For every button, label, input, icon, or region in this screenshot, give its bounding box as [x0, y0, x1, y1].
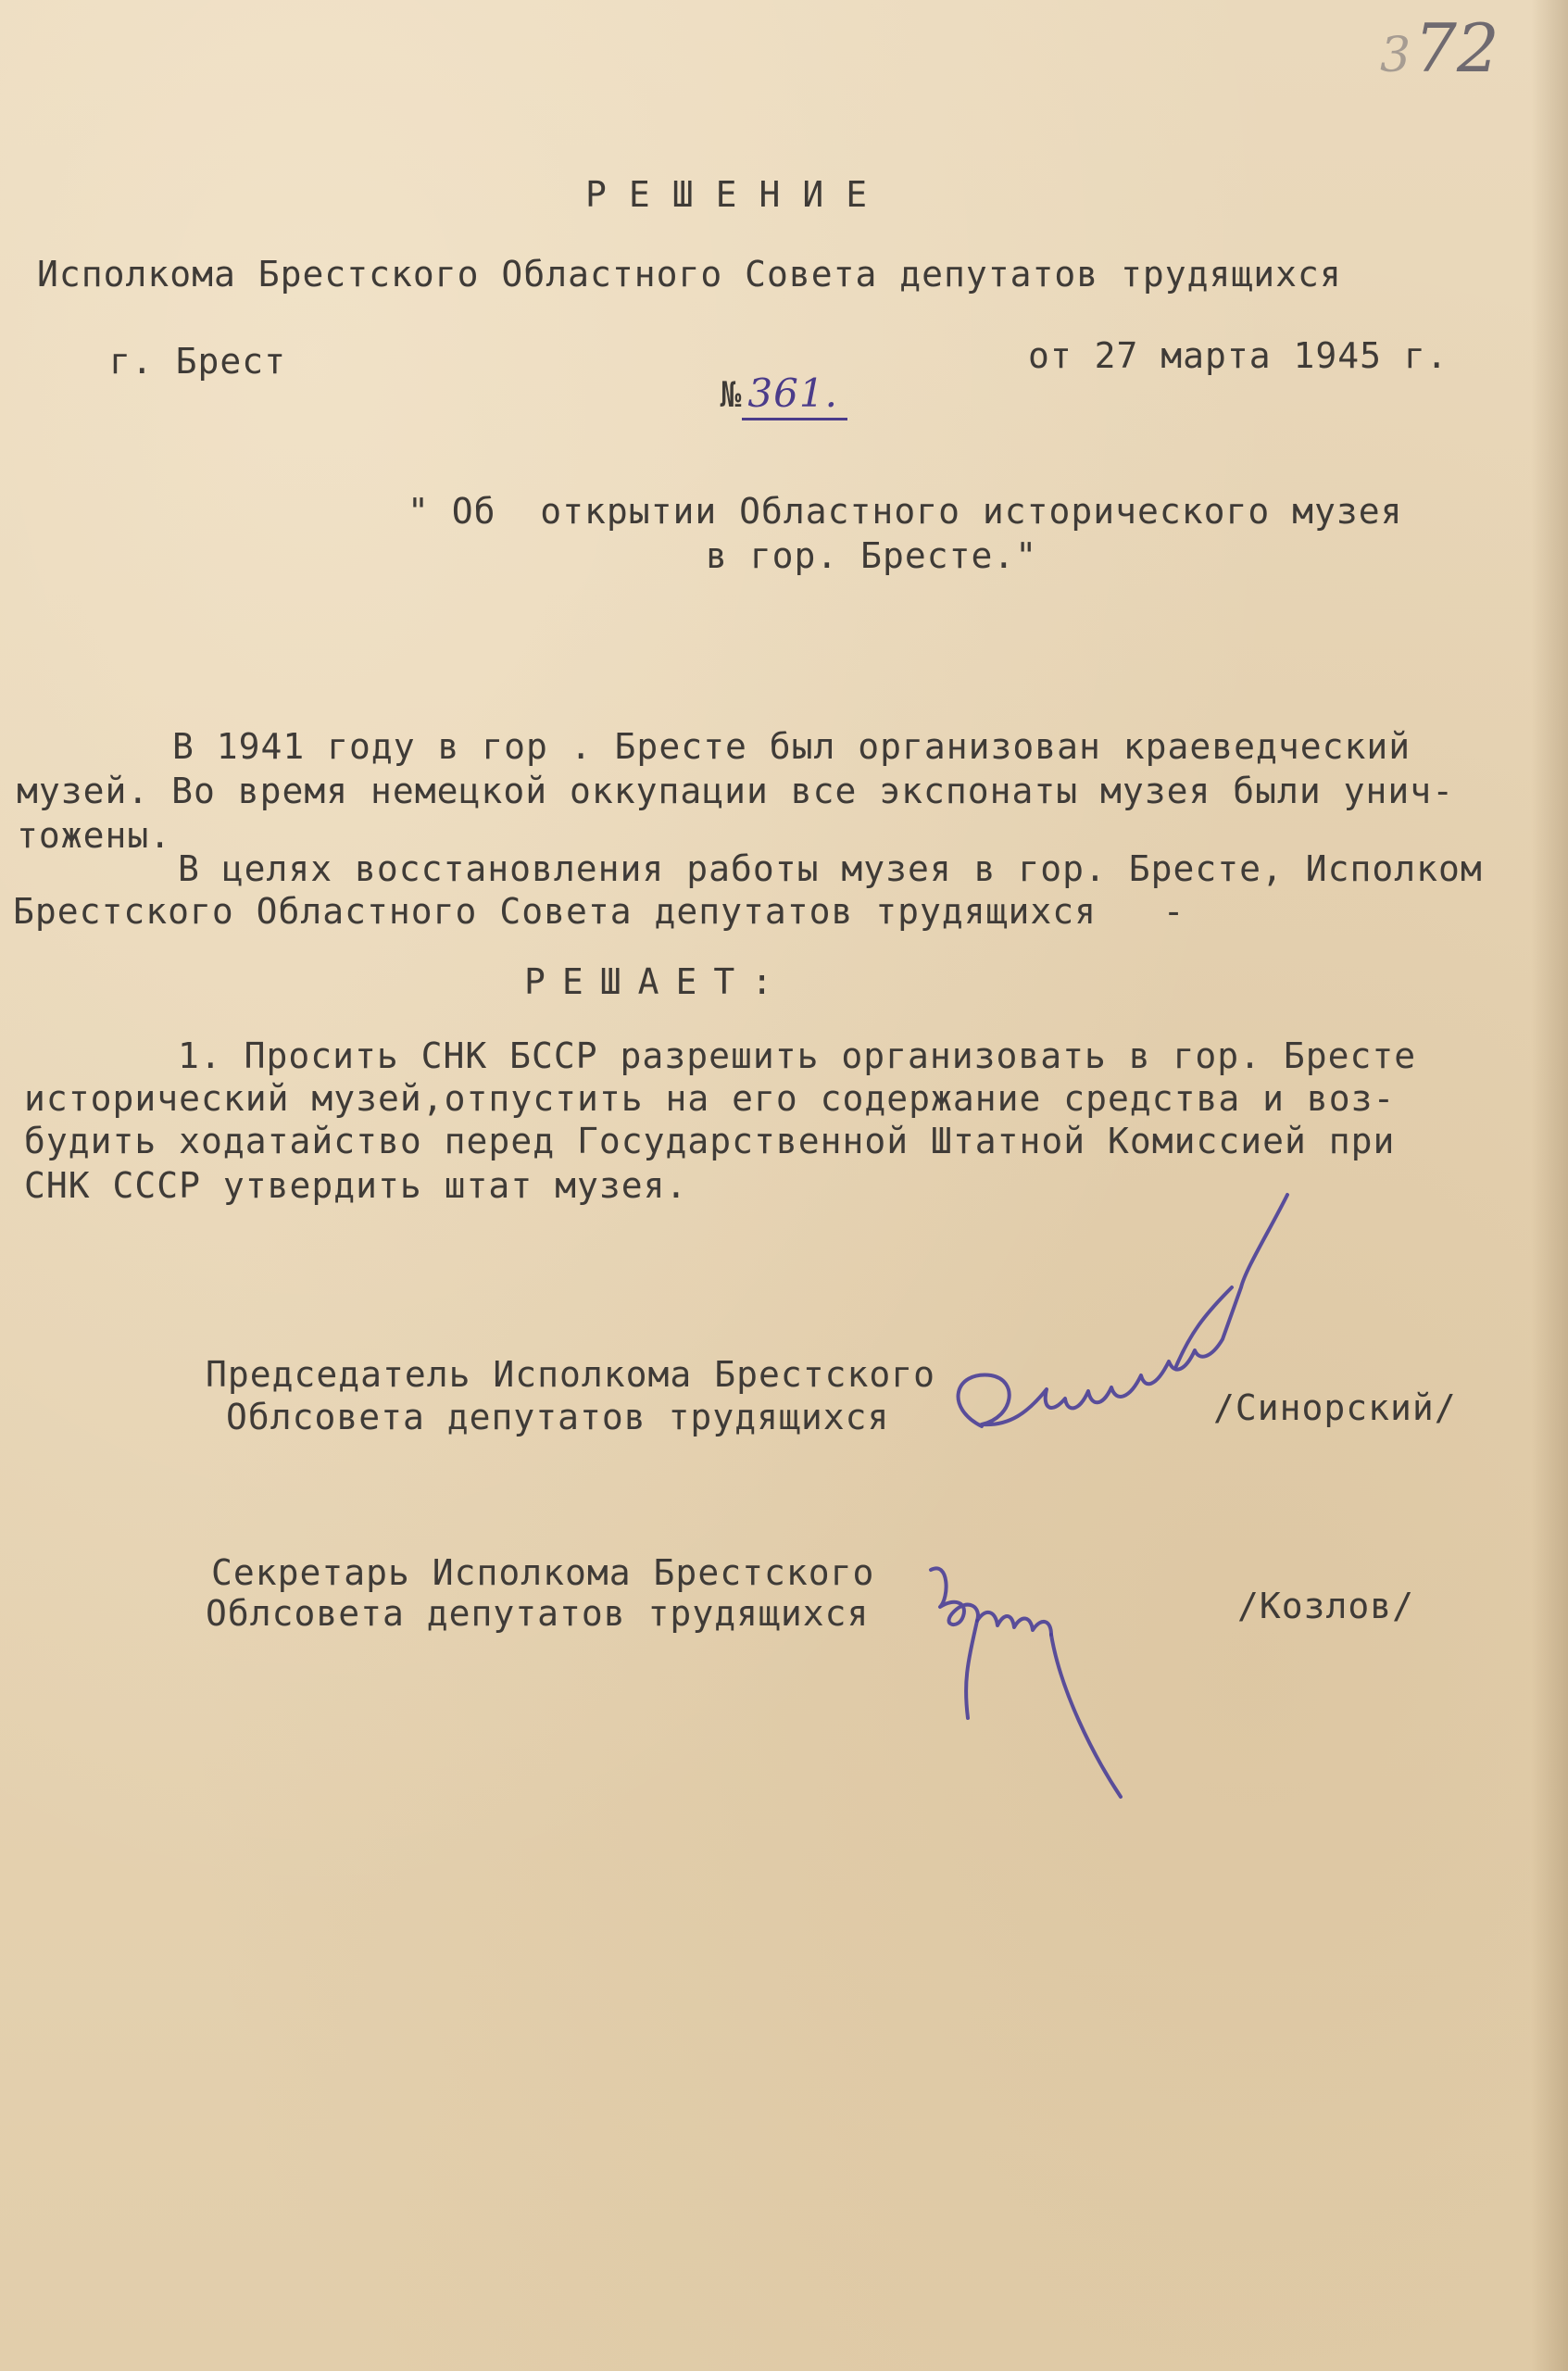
handwritten-number: 361. — [742, 370, 847, 420]
issuer-line: Исполкома Брестского Областного Совета депутатов трудящихся — [37, 254, 1342, 295]
city: г. Брест — [109, 341, 287, 382]
folio-main: 72 — [1414, 9, 1499, 87]
decision-date: от 27 марта 1945 г. — [1028, 335, 1449, 376]
secretary-signature — [912, 1542, 1125, 1801]
secretary-name: /Козлов/ — [1237, 1586, 1415, 1626]
item1-line4: СНК СССР утвердить штат музея. — [24, 1165, 688, 1206]
chair-title-line1: Председатель Исполкома Брестского — [206, 1354, 935, 1395]
folio-number — [1380, 9, 1499, 87]
body-p1-line2: музей. Во время немецкой оккупации все экспонаты музея были унич- — [17, 771, 1455, 811]
subject-line-2: в гор. Бресте." — [706, 535, 1038, 576]
page-edge-shadow — [1531, 0, 1568, 2371]
item1-line2: исторический музей,отпустить на его содержание средства и воз- — [24, 1078, 1396, 1119]
folio-small: 3 — [1380, 28, 1411, 83]
document-title: РЕШЕНИЕ — [585, 174, 890, 215]
body-p2-line2: Брестского Областного Совета депутатов трудящихся - — [13, 891, 1185, 932]
chair-signature — [926, 1176, 1315, 1473]
secretary-title-line2: Облсовета депутатов трудящихся — [206, 1593, 870, 1634]
body-p2-line1: В целях восстановления работы музея в гор. Бресте, Исполком — [178, 848, 1483, 889]
number-prefix: № — [720, 374, 743, 415]
body-p1-line1: В 1941 году в гор . Бресте был организован краеведческий — [172, 726, 1411, 767]
secretary-title-line1: Секретарь Исполкома Брестского — [211, 1552, 875, 1593]
item1-line1: 1. Просить СНК БССР разрешить организовать в гор. Бресте — [178, 1035, 1417, 1076]
body-p1-line3: тожены. — [17, 815, 172, 856]
chair-name: /Синорский/ — [1213, 1387, 1457, 1428]
item1-line3: будить ходатайство перед Государственной Штатной Комиссией при — [24, 1121, 1396, 1161]
chair-title-line2: Облсовета депутатов трудящихся — [226, 1397, 890, 1437]
subject-line-1: " Об открытии Областного исторического музея — [408, 491, 1403, 532]
decision-number — [632, 330, 847, 461]
resolve-heading: РЕШАЕТ: — [524, 961, 790, 1002]
